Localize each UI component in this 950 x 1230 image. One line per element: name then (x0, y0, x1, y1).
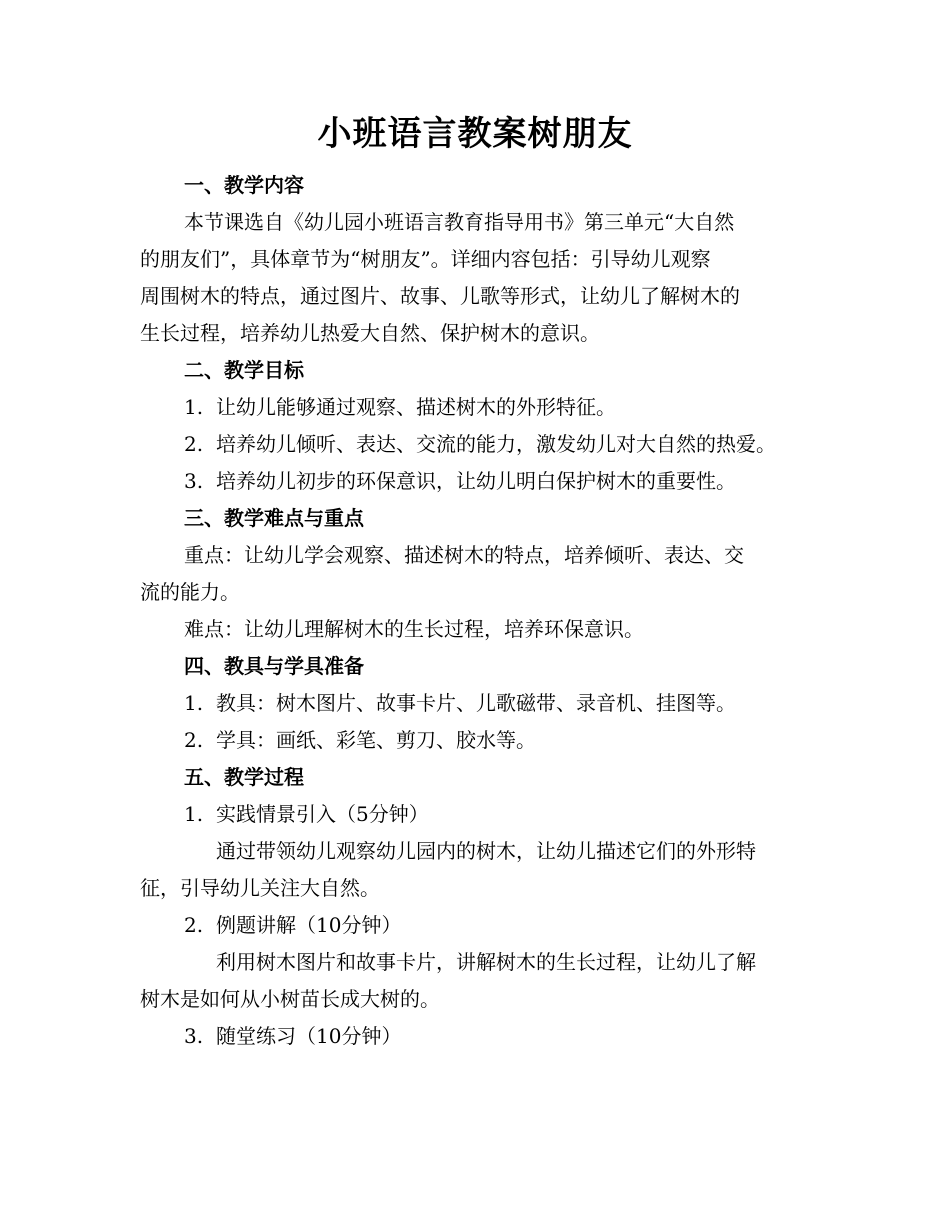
section-heading-content: 一、教学内容 (184, 173, 304, 197)
paragraph-line: 流的能力。 (140, 580, 240, 604)
list-item (184, 430, 864, 458)
section-heading-materials: 四、教具与学具准备 (184, 654, 364, 678)
paragraph-line: 重点：让幼儿学会观察、描述树木的特点，培养倾听、表达、交 (184, 543, 744, 567)
paragraph-line: 周围树木的特点，通过图片、故事、儿歌等形式，让幼儿了解树木的 (140, 284, 740, 308)
list-item-number: 2. (184, 728, 204, 752)
list-item-number: 3. (184, 1024, 204, 1048)
list-item-number: 1. (184, 802, 204, 826)
list-item-number: 1. (184, 691, 204, 715)
paragraph-line: 本节课选自《幼儿园小班语言教育指导用书》第三单元“大自然 (184, 210, 735, 234)
section-heading-key-points: 三、教学难点与重点 (184, 506, 364, 530)
list-item (184, 800, 864, 828)
list-item-text: 让幼儿能够通过观察、描述树木的外形特征。 (216, 395, 616, 419)
paragraph-line: 难点：让幼儿理解树木的生长过程，培养环保意识。 (184, 617, 644, 641)
list-item (184, 911, 864, 939)
list-item-number: 2. (184, 913, 204, 937)
section-heading-process: 五、教学过程 (184, 765, 304, 789)
list-item-number: 1. (184, 395, 204, 419)
list-item-text: 学具：画纸、彩笔、剪刀、胶水等。 (216, 728, 536, 752)
list-item-number: 3. (184, 469, 204, 493)
list-item-text: 实践情景引入（5分钟） (216, 802, 429, 826)
list-item (184, 726, 864, 754)
paragraph-line: 征，引导幼儿关注大自然。 (140, 876, 380, 900)
list-item-text: 培养幼儿初步的环保意识，让幼儿明白保护树木的重要性。 (216, 469, 736, 493)
list-item-text: 教具：树木图片、故事卡片、儿歌磁带、录音机、挂图等。 (216, 691, 736, 715)
list-item (184, 1022, 864, 1050)
document-title: 小班语言教案树朋友 (317, 114, 633, 154)
paragraph-line: 生长过程，培养幼儿热爱大自然、保护树木的意识。 (140, 321, 600, 345)
paragraph-line: 通过带领幼儿观察幼儿园内的树木，让幼儿描述它们的外形特 (216, 839, 756, 863)
list-item-text: 随堂练习（10分钟） (216, 1024, 402, 1048)
list-item-number: 2. (184, 432, 204, 456)
paragraph-line: 的朋友们”，具体章节为“树朋友”。详细内容包括：引导幼儿观察 (140, 247, 711, 271)
list-item-text: 例题讲解（10分钟） (216, 913, 402, 937)
paragraph-line: 利用树木图片和故事卡片，讲解树木的生长过程，让幼儿了解 (216, 950, 756, 974)
list-item-text: 培养幼儿倾听、表达、交流的能力，激发幼儿对大自然的热爱。 (216, 432, 776, 456)
paragraph-line: 树木是如何从小树苗长成大树的。 (140, 987, 440, 1011)
list-item (184, 689, 864, 717)
section-heading-objectives: 二、教学目标 (184, 358, 304, 382)
list-item (184, 393, 864, 421)
list-item (184, 467, 864, 495)
